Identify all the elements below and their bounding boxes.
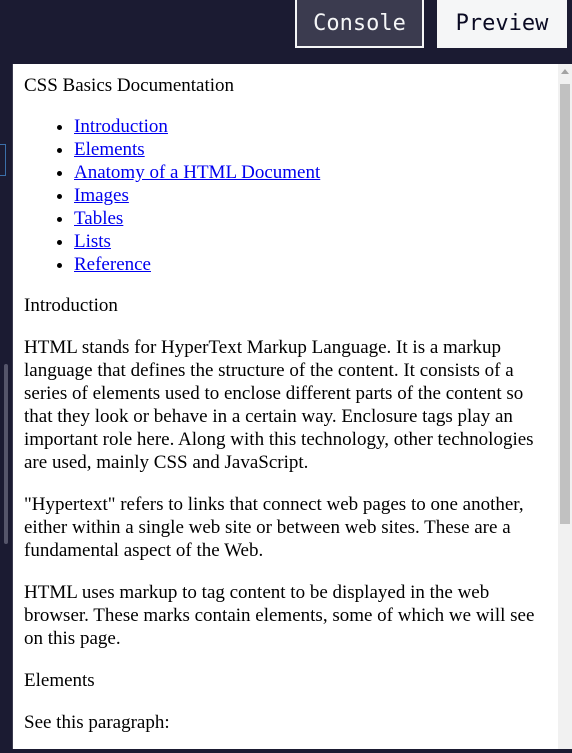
nav-list: [24, 115, 547, 276]
intro-paragraph: HTML stands for HyperText Markup Language. It is a markup language that defines the structure of the content. It consists of a series of elements used to enclose different parts of the content so that they look or behave in a certain way. Enclosure tags play an important role here. Along with this technology, other technologies are used, mainly CSS and JavaScript.: [24, 337, 534, 473]
scroll-up-arrow-icon[interactable]: [561, 69, 569, 74]
section-heading-introduction: Introduction: [24, 295, 118, 316]
nav-item: [74, 230, 547, 253]
preview-scrollbar-thumb[interactable]: [560, 84, 570, 524]
nav-link-images[interactable]: Images: [74, 185, 129, 206]
nav-item: [74, 184, 547, 207]
preview-tab[interactable]: Preview: [437, 0, 567, 48]
preview-scrollbar[interactable]: [558, 64, 572, 749]
nav-item: [74, 138, 547, 161]
nav-item: [74, 207, 547, 230]
editor-pane-edge: [0, 64, 13, 753]
editor-scrollbar-thumb[interactable]: [4, 364, 8, 544]
nav-link-introduction[interactable]: Introduction: [74, 116, 168, 137]
page-title: CSS Basics Documentation: [24, 75, 235, 96]
nav-link-reference[interactable]: Reference: [74, 254, 151, 275]
nav-item: [74, 253, 547, 276]
hypertext-paragraph: "Hypertext" refers to links that connect web pages to one another, either within a single web site or between web sites. These are a fundamental aspect of the Web.: [24, 494, 524, 561]
nav-link-anatomy[interactable]: Anatomy of a HTML Document: [74, 162, 321, 183]
top-toolbar: [0, 0, 572, 64]
section-heading-elements: Elements: [24, 670, 95, 691]
preview-frame: [13, 64, 572, 749]
editor-line-marker: [0, 144, 6, 176]
console-tab[interactable]: Console: [295, 0, 424, 48]
nav-item: [74, 115, 547, 138]
nav-link-elements[interactable]: Elements: [74, 139, 145, 160]
nav-item: [74, 161, 547, 184]
preview-document: [13, 64, 558, 749]
bottom-edge: [0, 749, 572, 753]
nav-link-lists[interactable]: Lists: [74, 231, 111, 252]
elements-paragraph: See this paragraph:: [24, 712, 170, 733]
markup-paragraph: HTML uses markup to tag content to be displayed in the web browser. These marks contain elements, some of which we will see on this page.: [24, 582, 535, 649]
nav-link-tables[interactable]: Tables: [74, 208, 124, 229]
